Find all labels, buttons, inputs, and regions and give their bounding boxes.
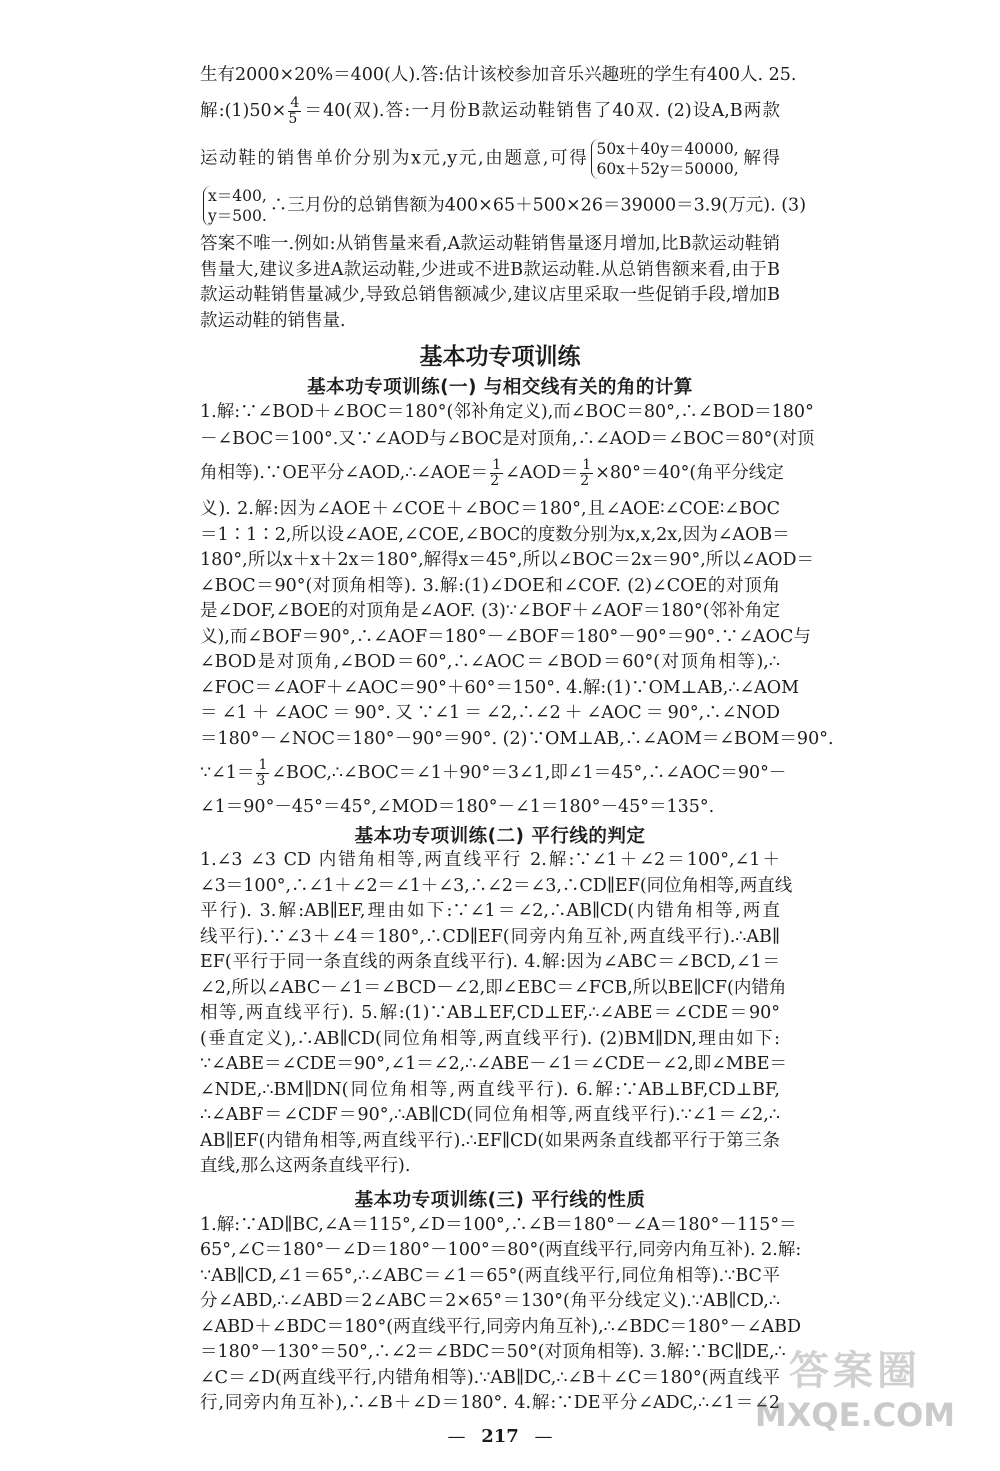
text-line: ∴∠ABF＝∠CDF＝90°,∴AB∥CD(同位角相等,两直线平行).∵∠1＝∠2,∴: [200, 1105, 780, 1125]
text-line: 直线,那么这两条直线平行).: [200, 1156, 411, 1176]
text-line: 义),而∠BOF＝90°,∴∠AOF＝180°－∠BOF＝180°－90°＝90°.∵∠AOC与: [200, 627, 811, 647]
text-line: 1.∠3 ∠3 CD 内错角相等,两直线平行 2.解:∵∠1＋∠2＝100°,∠1＋: [200, 850, 780, 870]
text-line: －∠BOC＝100°.又∵∠AOD与∠BOC是对顶角,∴∠AOD＝∠BOC＝80°(对顶: [200, 429, 815, 449]
text-line: 售量大,建议多进A款运动鞋,少进或不进B款运动鞋.从总销售额来看,由于B: [200, 260, 780, 280]
text-line: ∠2,所以∠ABC－∠1＝∠BCD－∠2,即∠EBC＝∠FCB,所以BE∥CF(内错角: [200, 978, 787, 998]
watermark-url: MXQE.COM: [754, 1396, 956, 1434]
text-line: 线平行).∵∠3＋∠4＝180°,∴CD∥EF(同旁内角互补,两直线平行).∴AB∥: [200, 927, 780, 947]
text-line: 生有2000×20%＝400(人).答:估计该校参加音乐兴趣班的学生有400人. 25.: [200, 65, 797, 85]
text-line: 180°,所以x＋x＋2x＝180°,解得x＝45°,所以∠BOC＝2x＝90°,所以∠AOD＝: [200, 550, 814, 570]
section-title: 基本功专项训练(二) 平行线的判定: [354, 826, 646, 847]
text-line: 运动鞋的销售单价分别为x元,y元,由题意,可得 50x＋40y＝40000, 60x＋52y＝50000, 解得: [200, 140, 781, 178]
text-line: ＝1∶1∶2,所以设∠AOE,∠COE,∠BOC的度数分别为x,x,2x,因为∠AOB＝: [200, 525, 790, 545]
text-line: AB∥EF(内错角相等,两直线平行).∴EF∥CD(如果两条直线都平行于第三条: [200, 1131, 780, 1151]
watermark-logo: [730, 1339, 980, 1459]
text-line: 解:(1)50× $\frac{4}{5}$ ＝40(双).答:一月份B款运动鞋销售了40双. (2)设A,B两款: [200, 95, 780, 127]
page-number: 217: [481, 1426, 519, 1447]
text-line: ∵∠1＝ $\frac{1}{3}$ ∠BOC,∴∠BOC＝∠1＋90°＝3∠1,即∠1＝45°,∴∠AOC＝90°－: [200, 757, 787, 789]
main-heading: 基本功专项训练: [419, 344, 581, 370]
fraction: $\frac{1}{3}$: [256, 757, 268, 789]
fraction: $\frac{4}{5}$: [288, 95, 300, 127]
text-line: 行,同旁内角互补),∴∠B＋∠D＝180°. 4.解:∵DE平分∠ADC,∴∠1＝∠2: [200, 1393, 780, 1413]
text-line: 相等,两直线平行). 5.解:(1)∵AB⊥EF,CD⊥EF,∴∠ABE＝∠CDE＝90°: [200, 1003, 780, 1023]
text-line: 答案不唯一.例如:从销售量来看,A款运动鞋销售量逐月增加,比B款运动鞋销: [200, 234, 780, 254]
text-line: ＝∠1＋∠AOC＝90°.又∵∠1＝∠2,∴∠2＋∠AOC＝90°,∴∠NOD: [200, 703, 780, 723]
text-line: 义). 2.解:因为∠AOE＋∠COE＋∠BOC＝180°,且∠AOE∶∠COE∶∠BOC: [200, 499, 780, 519]
equation-system: 50x＋40y＝40000, 60x＋52y＝50000,: [591, 139, 738, 179]
text-line: 1.解:∵AD∥BC,∠A＝115°,∠D＝100°,∴∠B＝180°－∠A＝180°－115°＝: [200, 1215, 797, 1235]
text-line: ∠3＝100°,∴∠1＋∠2＝∠1＋∠3,∴∠2＝∠3,∴CD∥EF(同位角相等,两直线: [200, 876, 793, 896]
fraction: $\frac{1}{2}$: [580, 457, 592, 489]
text-line: ∠FOC＝∠AOF＋∠AOC＝90°＋60°＝150°. 4.解:(1)∵OM⊥AB,∴∠AOM: [200, 678, 800, 698]
footer-dash: —: [534, 1426, 553, 1447]
text-line: 是∠DOF,∠BOE的对顶角是∠AOF. (3)∵∠BOF＋∠AOF＝180°(邻补角定: [200, 601, 780, 621]
text-line: EF(平行于同一条直线的两条直线平行). 4.解:因为∠ABC＝∠BCD,∠1＝: [200, 952, 780, 972]
text-line: 款运动鞋销售量减少,导致总销售额减少,建议店里采取一些促销手段,增加B: [200, 285, 780, 305]
text-line: ∠BOC＝90°(对顶角相等). 3.解:(1)∠DOE和∠COF. (2)∠COE的对顶角: [200, 576, 780, 596]
text-line: ∠1＝90°－45°＝45°,∠MOD＝180°－∠1＝180°－45°＝135°.: [200, 797, 715, 817]
text-line: 款运动鞋的销售量.: [200, 311, 346, 331]
text-line: ＝180°－∠NOC＝180°－90°＝90°. (2)∵OM⊥AB,∴∠AOM＝∠BOM＝90°.: [200, 729, 834, 749]
text-line: ∠ABD＋∠BDC＝180°(两直线平行,同旁内角互补),∴∠BDC＝180°－∠ABD: [200, 1317, 801, 1337]
fraction: $\frac{1}{2}$: [490, 457, 502, 489]
text-line: (垂直定义),∴AB∥CD(同位角相等,两直线平行). (2)BM∥DN,理由如下:: [200, 1029, 780, 1049]
text-line: 分∠ABD,∴∠ABD＝2∠ABC＝2×65°＝130°(角平分线定义).∵AB∥CD,∴: [200, 1291, 780, 1311]
section-title: 基本功专项训练(一) 与相交线有关的角的计算: [307, 377, 693, 398]
equation-system: x＝400, y＝500.: [203, 186, 267, 226]
text-line: ∠BOD是对顶角,∠BOD＝60°,∴∠AOC＝∠BOD＝60°(对顶角相等),∴: [200, 652, 780, 672]
text-line: ＝180°－130°＝50°,∴∠2＝∠BDC＝50°(对顶角相等). 3.解:∵BC∥DE,∴: [200, 1342, 786, 1362]
text-line: 角相等).∵OE平分∠AOD,∴∠AOE＝ $\frac{1}{2}$ ∠AOD＝ $\frac{1}{2}$ ×80°＝40°(角平分线定: [200, 457, 784, 489]
watermark-text: 答案圈: [789, 1348, 921, 1394]
text-line: x＝400, y＝500. ∴三月份的总销售额为400×65＋500×26＝39000＝3.9(万元). (3): [200, 186, 780, 226]
text-line: 65°,∠C＝180°－∠D＝180°－100°＝80°(两直线平行,同旁内角互补). 2.解:: [200, 1240, 802, 1260]
text-line: 平行). 3.解:AB∥EF,理由如下:∵∠1＝∠2,∴AB∥CD(内错角相等,两直: [200, 901, 780, 921]
text-line: ∠NDE,∴BM∥DN(同位角相等,两直线平行). 6.解:∵AB⊥BF,CD⊥BF,: [200, 1080, 780, 1100]
text-line: ∠C＝∠D(两直线平行,内错角相等).∵AB∥DC,∴∠B＋∠C＝180°(两直线平: [200, 1368, 780, 1388]
section-title: 基本功专项训练(三) 平行线的性质: [354, 1190, 646, 1211]
text-line: ∵AB∥CD,∠1＝65°,∴∠ABC＝∠1＝65°(两直线平行,同位角相等).∵BC平: [200, 1266, 780, 1286]
text-line: 1.解:∵∠BOD＋∠BOC＝180°(邻补角定义),而∠BOC＝80°,∴∠BOD＝180°: [200, 402, 814, 422]
footer-dash: —: [447, 1426, 466, 1447]
text-line: ∵∠ABE＝∠CDE＝90°,∠1＝∠2,∴∠ABE－∠1＝∠CDE－∠2,即∠MBE＝: [200, 1054, 787, 1074]
